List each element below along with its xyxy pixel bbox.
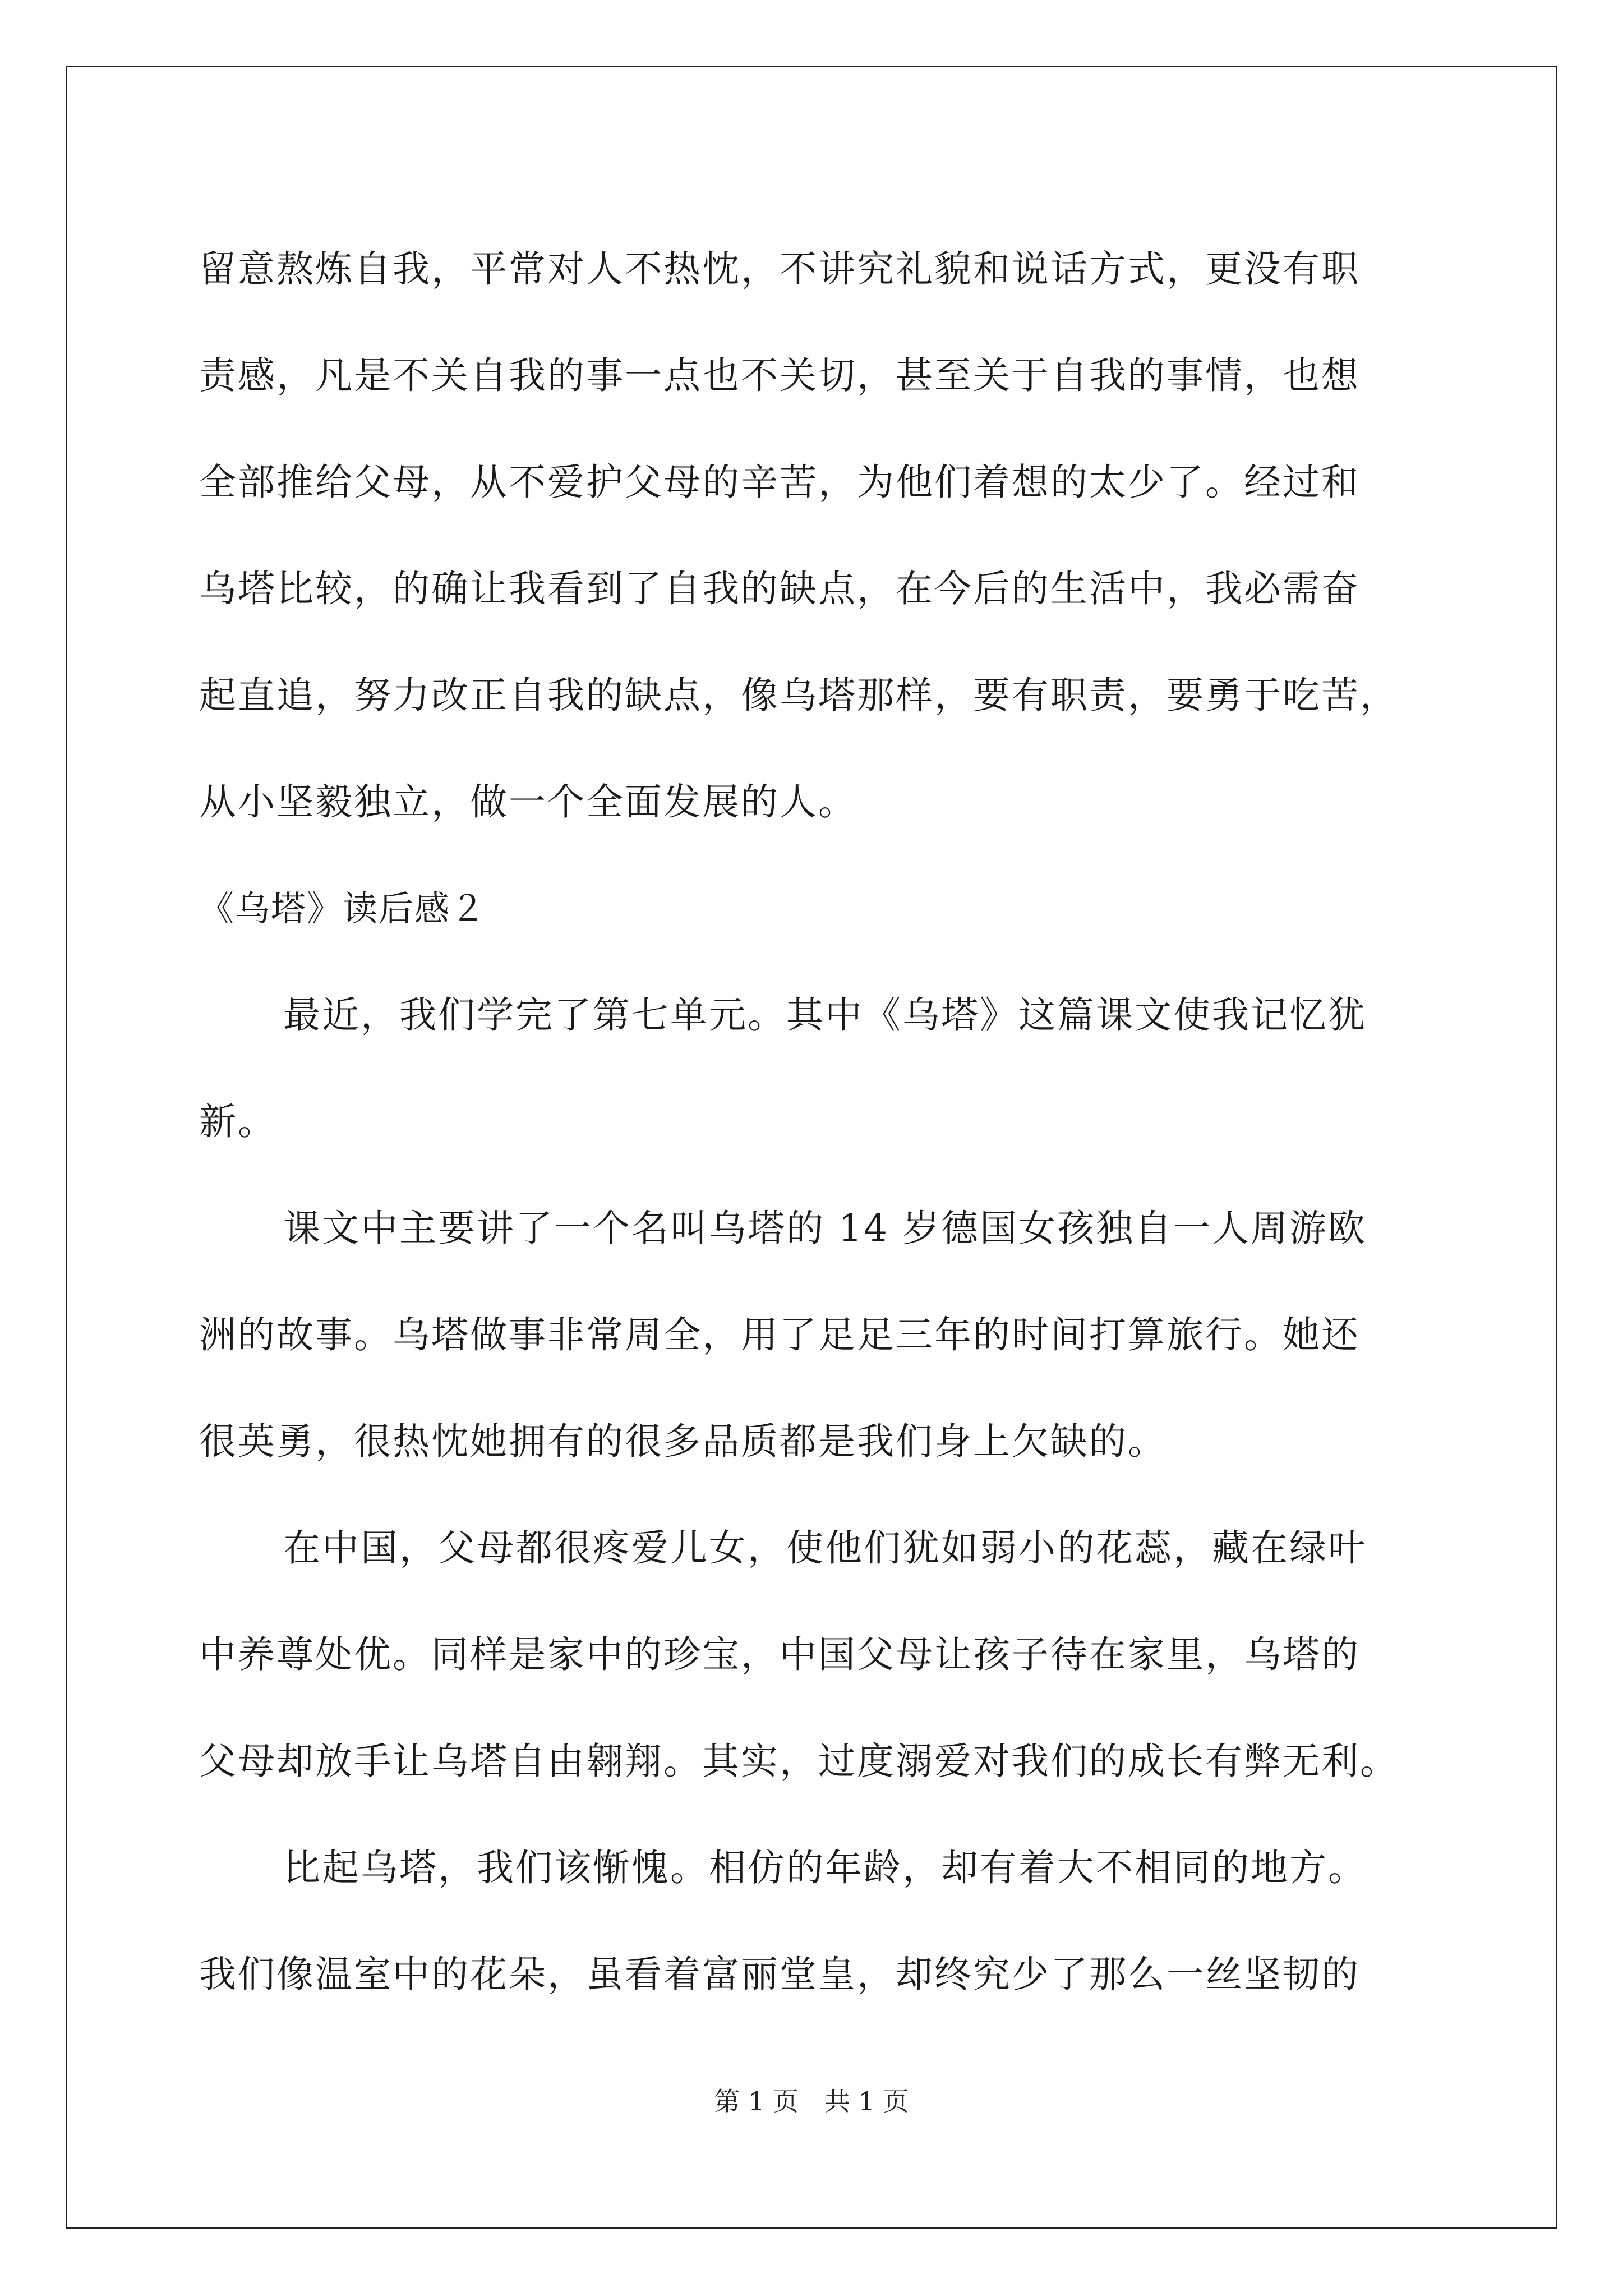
paragraph — [199, 216, 1455, 855]
text-line: 课文中主要讲了一个名叫乌塔的 14 岁德国女孩独自一人周游欧 — [283, 1207, 1367, 1250]
paragraph — [199, 1495, 1455, 1815]
text-line: 留意熬炼自我，平常对人不热忱，不讲究礼貌和说话方式，更没有职 — [199, 247, 1360, 291]
text-line: 最近，我们学完了第七单元。其中《乌塔》这篇课文使我记忆犹 — [283, 993, 1367, 1037]
text-line: 乌塔比较，的确让我看到了自我的缺点，在今后的生活中，我必需奋 — [199, 567, 1360, 610]
text-line: 中养尊处优。同样是家中的珍宝，中国父母让孩子待在家里，乌塔的 — [199, 1633, 1360, 1676]
text-line: 比起乌塔，我们该惭愧。相仿的年龄，却有着大不相同的地方。 — [283, 1846, 1367, 1889]
text-line: 洲的故事。乌塔做事非常周全，用了足足三年的时间打算旅行。她还 — [199, 1313, 1360, 1356]
text-line: 从小坚毅独立，做一个全面发展的人。 — [199, 780, 857, 823]
section-heading: 《乌塔》读后感２ — [199, 888, 487, 929]
text-line: 起直追，努力改正自我的缺点，像乌塔那样，要有职责，要勇于吃苦， — [199, 674, 1399, 717]
page-number-footer: 第 1 页 共 1 页 — [714, 2086, 909, 2116]
document-body — [199, 216, 1455, 2028]
text-line: 全部推给父母，从不爱护父母的辛苦，为他们着想的太少了。经过和 — [199, 461, 1360, 504]
text-line: 父母却放手让乌塔自由翱翔。其实，过度溺爱对我们的成长有弊无利。 — [199, 1740, 1399, 1783]
text-line: 新。 — [199, 1100, 276, 1143]
paragraph — [199, 1815, 1455, 2028]
paragraph — [199, 962, 1455, 1175]
text-line: 责感，凡是不关自我的事一点也不关切，甚至关于自我的事情，也想 — [199, 354, 1360, 397]
text-line: 我们像温室中的花朵，虽看着富丽堂皇，却终究少了那么一丝坚韧的 — [199, 1953, 1360, 1996]
text-line: 在中国，父母都很疼爱儿女，使他们犹如弱小的花蕊，藏在绿叶 — [283, 1526, 1367, 1570]
paragraph — [199, 1175, 1455, 1495]
text-line: 很英勇，很热忱她拥有的很多品质都是我们身上欠缺的。 — [199, 1420, 1166, 1463]
